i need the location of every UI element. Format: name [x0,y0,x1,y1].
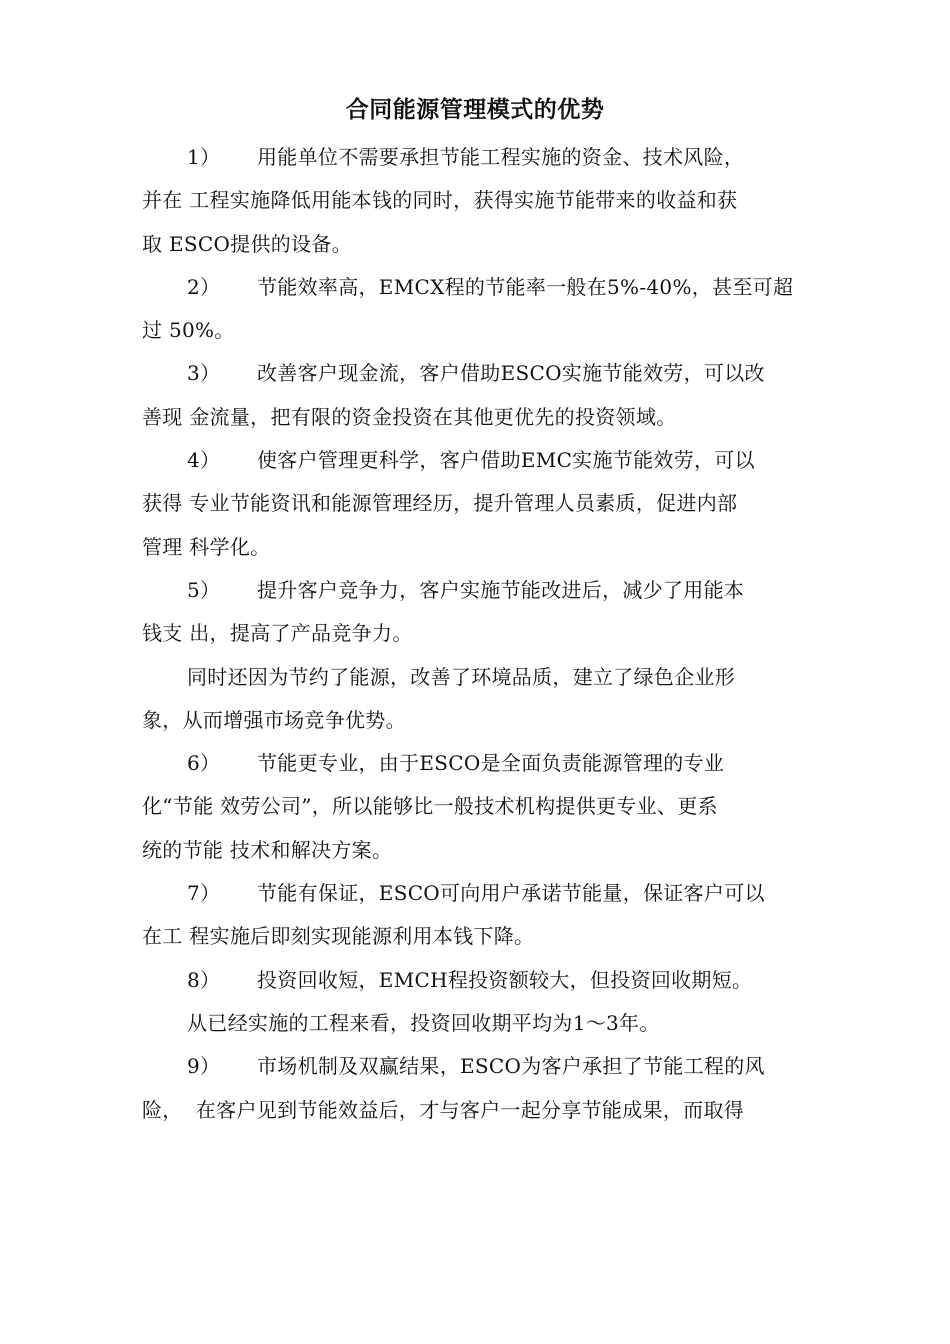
line-text: 获得 专业节能资讯和能源管理经历，提升管理人员素质，促进内部 [142,491,738,516]
item-number: 7） [187,881,221,906]
text-line [142,136,804,179]
line-text: 提升客户竞争力，客户实施节能改进后，减少了用能本 [257,577,745,602]
document-body [142,136,804,1132]
text-line [142,526,804,569]
text-line [142,612,804,655]
text-line [142,396,804,439]
line-text: 改善客户现金流，客户借助ESCO实施节能效劳，可以改 [257,361,765,386]
text-line [142,179,804,222]
line-text: 用能单位不需要承担节能工程实施的资金、技术风险， [257,145,745,169]
text-line [142,1002,804,1045]
line-text: 善现 金流量，把有限的资金投资在其他更优先的投资领域。 [142,404,677,429]
line-text: 同时还因为节约了能源，改善了环境品质，建立了绿色企业形 [187,664,736,689]
text-line [142,439,804,482]
text-line [142,482,804,525]
line-text: 节能更专业，由于ESCO是全面负责能源管理的专业 [257,751,725,776]
text-line [142,569,804,612]
text-line [142,266,804,309]
text-line [142,785,804,828]
text-line [142,352,804,395]
line-text: 险， 在客户见到节能效益后，才与客户一起分享节能成果，而取得 [142,1097,745,1122]
line-text: 使客户管理更科学，客户借助EMC实施节能效劳，可以 [257,448,755,473]
line-text: 市场机制及双赢结果，ESCO为客户承担了节能工程的风 [257,1054,765,1079]
text-line [142,829,804,872]
line-text: 从已经实施的工程来看，投资回收期平均为1〜3年。 [187,1010,660,1035]
line-text: 钱支 出，提高了产品竞争力。 [142,621,413,646]
document-title: 合同能源管理模式的优势 [345,97,605,123]
item-number: 8） [187,967,221,992]
line-text: 节能效率高，EMCX程的节能率一般在5%-40%，甚至可超 [257,274,794,299]
line-text: 取 ESCO提供的设备。 [142,231,352,256]
item-number: 4） [187,448,221,473]
line-text: 过 50%。 [142,318,235,343]
item-number: 3） [187,361,221,386]
line-text: 投资回收短，EMCH程投资额较大，但投资回收期短。 [257,967,753,992]
text-line [142,699,804,742]
line-text: 化“节能 效劳公司”，所以能够比一般技术机构提供更专业、更系 [142,794,718,819]
text-line [142,223,804,266]
item-number: 9） [187,1054,221,1079]
line-text: 并在 工程实施降低用能本钱的同时，获得实施节能带来的收益和获 [142,188,738,213]
item-number: 2） [187,274,221,299]
item-number: 1） [187,145,221,169]
text-line [142,1089,804,1132]
text-line [142,915,804,958]
line-text: 在工 程实施后即刻实现能源利用本钱下降。 [142,924,535,949]
line-text: 象，从而增强市场竞争优势。 [142,707,406,732]
item-number: 5） [187,577,221,602]
line-text: 统的节能 技术和解决方案。 [142,837,393,862]
text-line [142,309,804,352]
item-number: 6） [187,751,221,776]
line-text: 节能有保证，ESCO可向用户承诺节能量，保证客户可以 [257,881,765,906]
text-line [142,742,804,785]
text-line [142,1045,804,1088]
text-line [142,872,804,915]
text-line [142,959,804,1002]
text-line [142,656,804,699]
line-text: 管理 科学化。 [142,534,271,559]
